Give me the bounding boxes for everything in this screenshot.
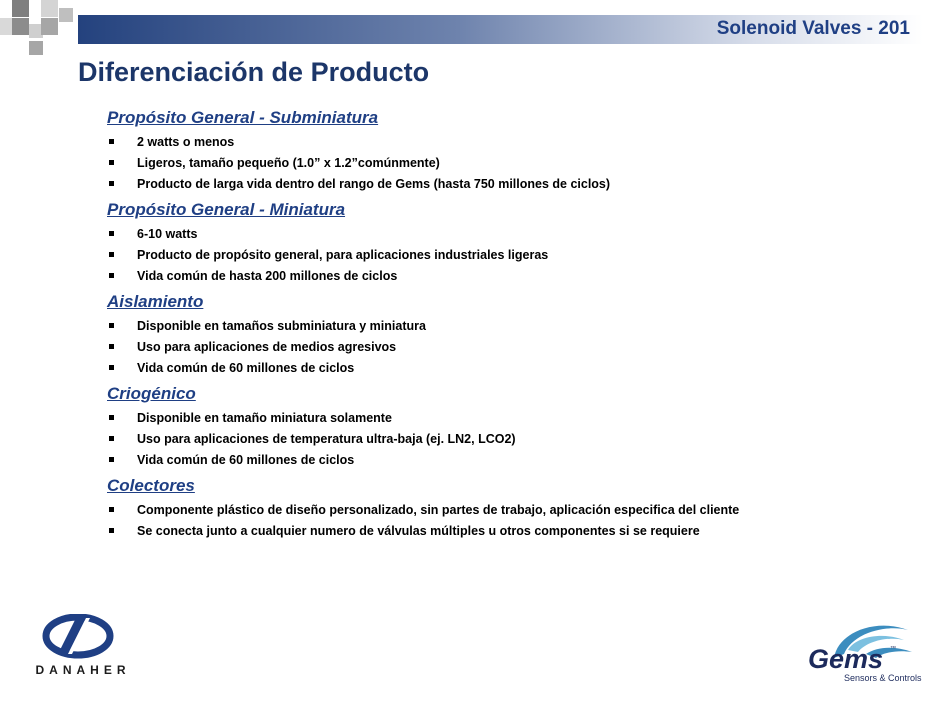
gems-swirl-icon	[804, 620, 924, 690]
danaher-mark-icon	[28, 614, 138, 684]
decorative-square	[12, 18, 29, 35]
list-item	[107, 135, 842, 150]
bullet-icon	[109, 415, 114, 420]
list-item-text: Vida común de hasta 200 millones de ciclos	[137, 269, 398, 283]
list-item	[107, 361, 842, 376]
bullet-icon	[109, 365, 114, 370]
bullet-icon	[109, 344, 114, 349]
list-item	[107, 503, 842, 518]
decorative-square	[12, 0, 29, 17]
list-item-text: Uso para aplicaciones de temperatura ultra-baja (ej. LN2, LCO2)	[137, 432, 516, 446]
decorative-square	[12, 35, 29, 52]
page-title: Diferenciación de Producto	[78, 57, 430, 87]
bullet-icon	[109, 457, 114, 462]
section-heading: Criogénico	[107, 384, 196, 403]
bullet-icon	[109, 323, 114, 328]
danaher-wordmark: DANAHER	[35, 663, 131, 677]
list-item	[107, 156, 842, 171]
section-criogenico	[107, 382, 842, 468]
list-item	[107, 227, 842, 242]
gems-tagline: Sensors & Controls	[844, 673, 922, 683]
list-item-text: Ligeros, tamaño pequeño (1.0” x 1.2”comúnmente)	[137, 156, 440, 170]
header-title: Solenoid Valves - 201	[716, 18, 910, 39]
list-item	[107, 269, 842, 284]
bullet-icon	[109, 139, 114, 144]
gems-wordmark: Gems	[808, 644, 884, 674]
list-item-text: 6-10 watts	[137, 227, 198, 241]
bullet-icon	[109, 252, 114, 257]
list-item-text: Uso para aplicaciones de medios agresivos	[137, 340, 397, 354]
list-item	[107, 432, 842, 447]
bullet-list	[107, 227, 842, 284]
decorative-square	[29, 41, 43, 55]
list-item-text: 2 watts o menos	[137, 135, 235, 149]
bullet-list	[107, 135, 842, 192]
section-colectores	[107, 474, 842, 539]
decorative-square	[41, 18, 58, 35]
list-item-text: Componente plástico de diseño personalizado, sin partes de trabajo, aplicación especifica del cliente	[137, 503, 740, 517]
list-item-text: Vida común de 60 millones de ciclos	[137, 361, 355, 375]
bullet-list	[107, 503, 842, 539]
list-item-text: Disponible en tamaño miniatura solamente	[137, 411, 392, 425]
decorative-square	[0, 18, 12, 35]
section-subminiatura	[107, 106, 842, 192]
bullet-icon	[109, 273, 114, 278]
list-item-text: Se conecta junto a cualquier numero de válvulas múltiples u otros componentes si se requiere	[137, 524, 700, 538]
list-item	[107, 524, 842, 539]
list-item	[107, 319, 842, 334]
section-aislamiento	[107, 290, 842, 376]
section-heading: Aislamiento	[107, 292, 204, 311]
danaher-logo	[28, 614, 138, 684]
list-item-text: Vida común de 60 millones de ciclos	[137, 453, 355, 467]
section-heading: Propósito General - Miniatura	[107, 200, 346, 219]
list-item	[107, 177, 842, 192]
list-item	[107, 453, 842, 468]
decorative-square	[59, 8, 73, 22]
bullet-list	[107, 319, 842, 376]
decorative-square	[41, 0, 58, 17]
bullet-icon	[109, 436, 114, 441]
gems-trademark: ™	[890, 646, 896, 652]
section-heading: Colectores	[107, 476, 195, 495]
bullet-icon	[109, 528, 114, 533]
list-item-text: Producto de larga vida dentro del rango de Gems (hasta 750 millones de ciclos)	[137, 177, 611, 191]
list-item	[107, 411, 842, 426]
list-item-text: Disponible en tamaños subminiatura y miniatura	[137, 319, 426, 333]
bullet-icon	[109, 181, 114, 186]
bullet-icon	[109, 507, 114, 512]
bullet-list	[107, 411, 842, 468]
list-item	[107, 340, 842, 355]
section-heading: Propósito General - Subminiatura	[107, 108, 379, 127]
bullet-icon	[109, 160, 114, 165]
list-item	[107, 248, 842, 263]
list-item-text: Producto de propósito general, para aplicaciones industriales ligeras	[137, 248, 549, 262]
content-area	[107, 106, 842, 545]
section-miniatura	[107, 198, 842, 284]
gems-logo	[804, 620, 924, 690]
bullet-icon	[109, 231, 114, 236]
